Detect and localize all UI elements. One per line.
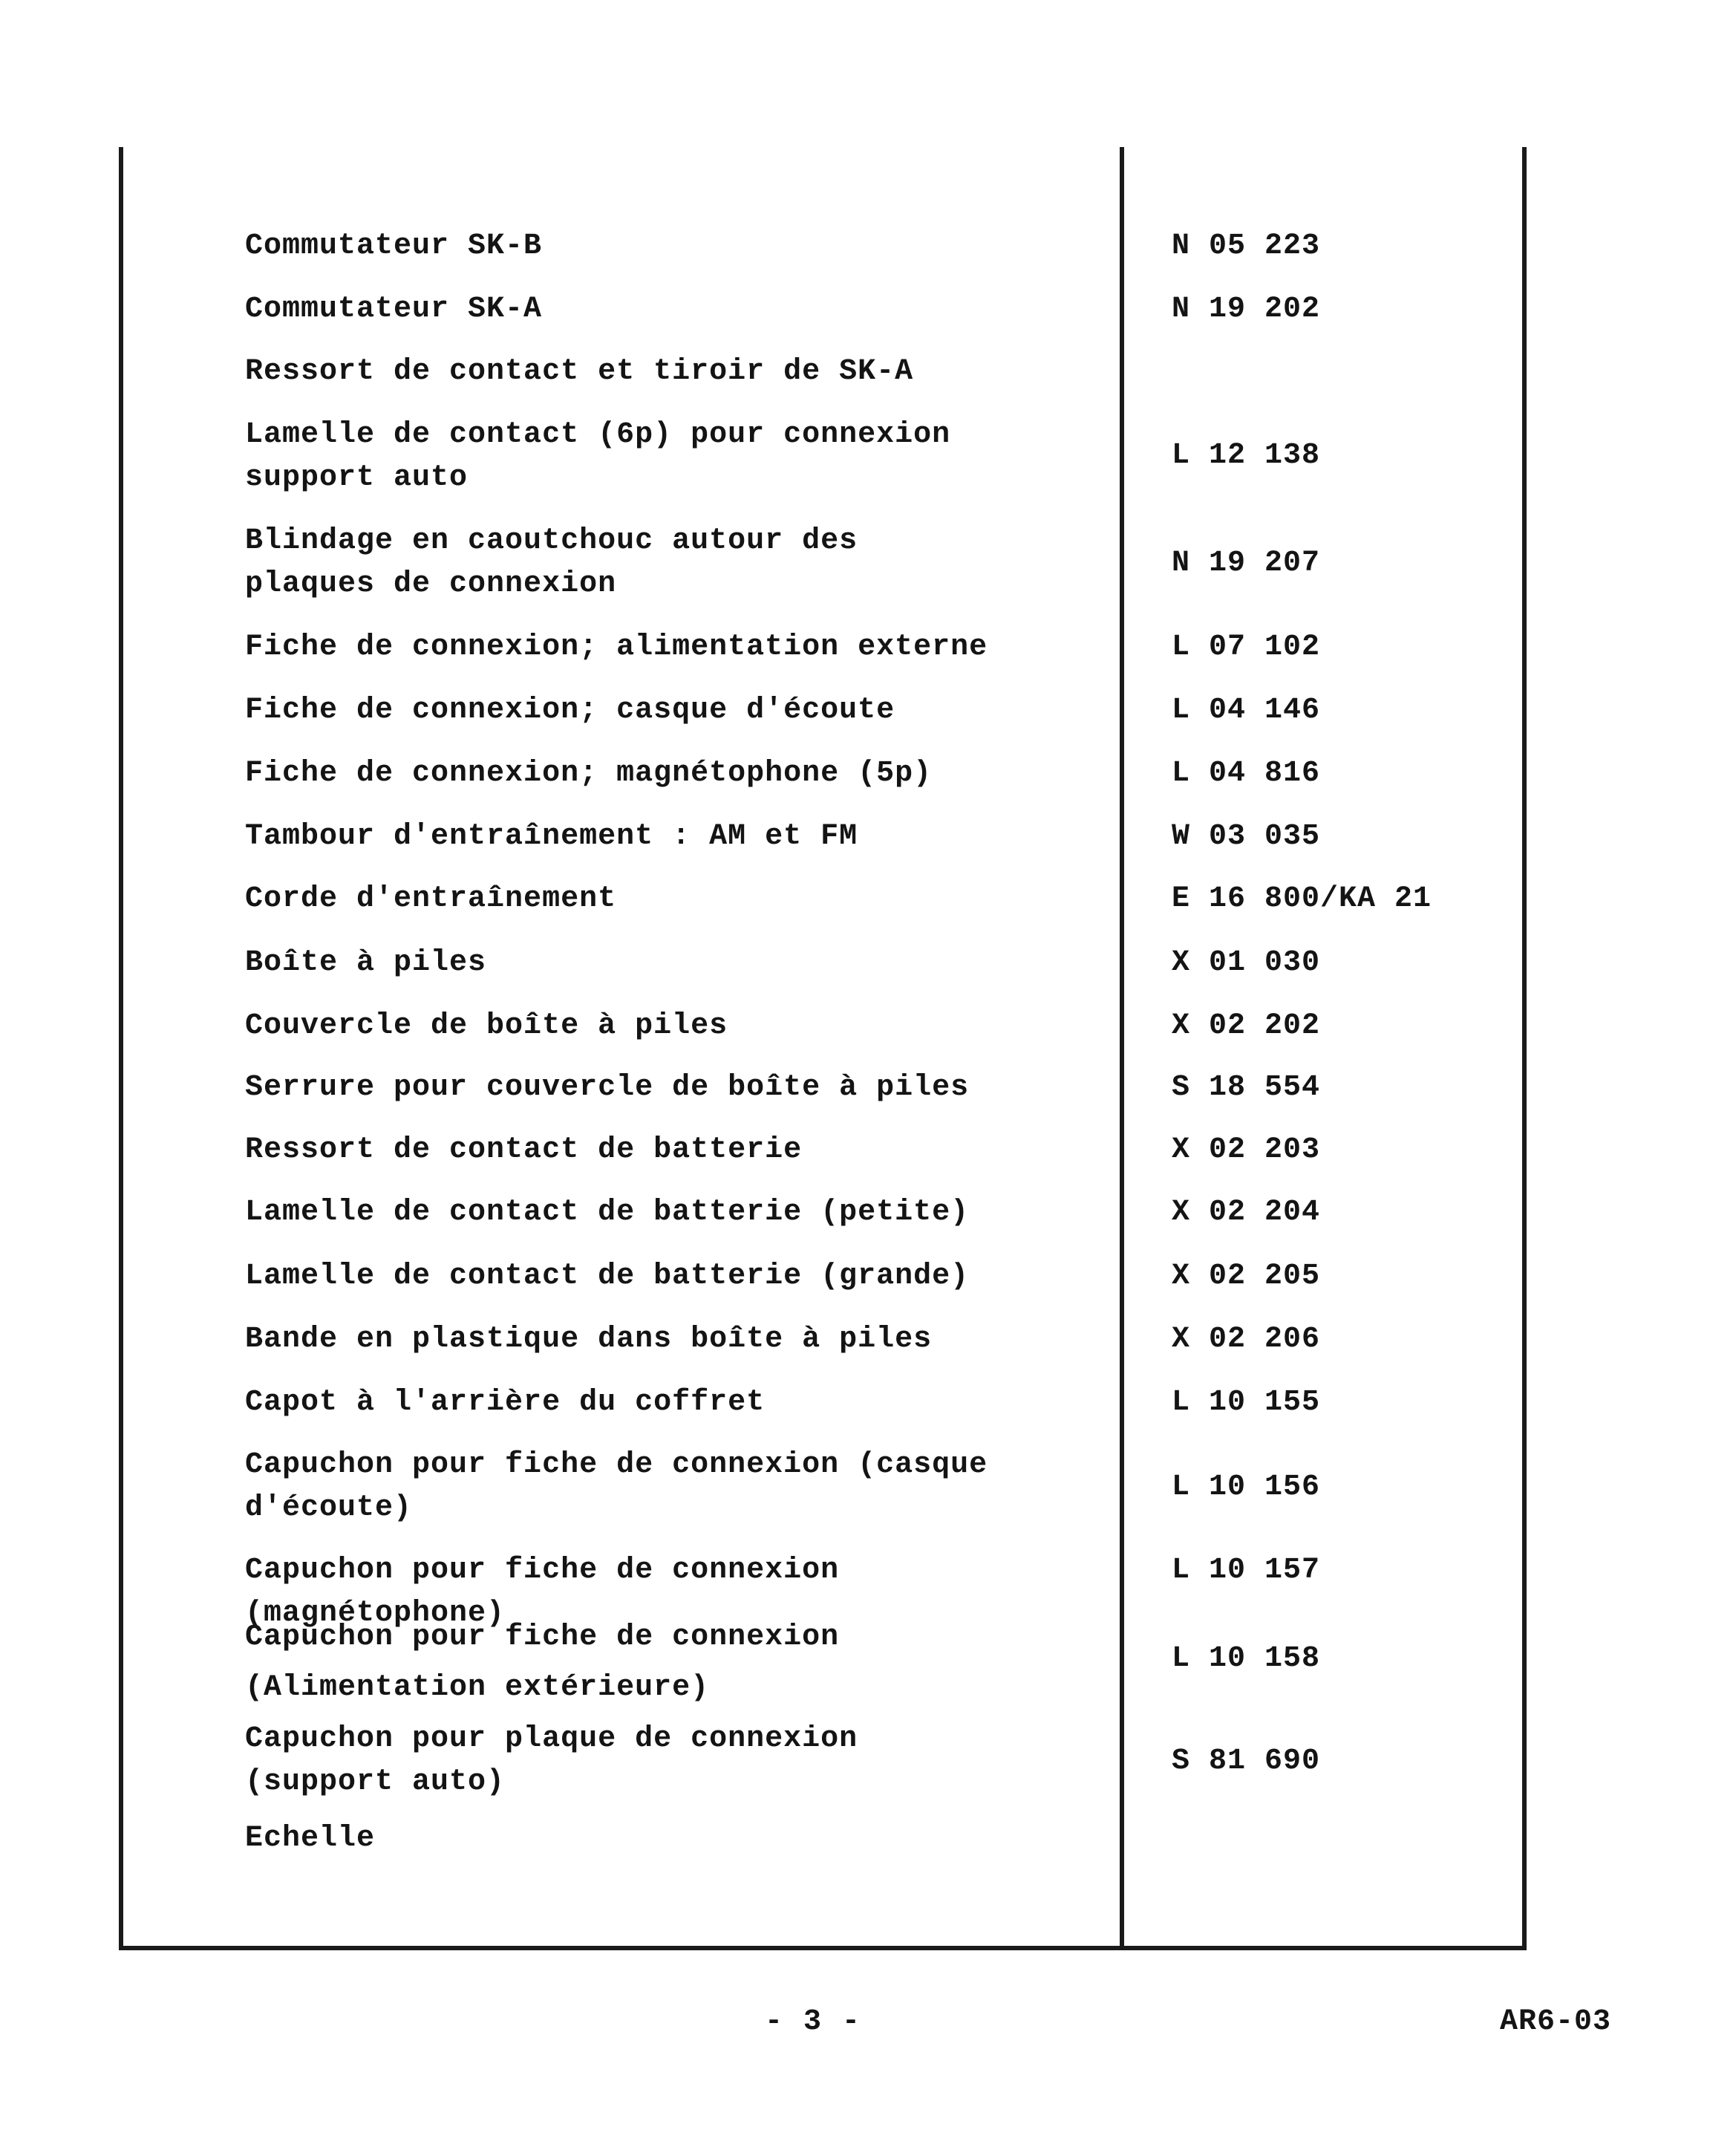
part-description: Capuchon pour fiche de connexion (magnétophone) — [245, 1554, 840, 1630]
part-code: X 02 204 — [1172, 1196, 1321, 1229]
part-code: N 05 223 — [1172, 229, 1321, 263]
document-reference: AR6-03 — [1500, 2005, 1612, 2039]
part-code: L 07 102 — [1172, 631, 1321, 664]
part-description: Tambour d'entraînement : AM et FM — [245, 820, 858, 853]
part-description: Capuchon pour fiche de connexion (Alimentation extérieure) — [245, 1621, 840, 1704]
part-code: L 04 146 — [1172, 694, 1321, 727]
part-code: S 18 554 — [1172, 1071, 1321, 1104]
part-description: Fiche de connexion; alimentation externe — [245, 631, 988, 664]
part-code: X 01 030 — [1172, 946, 1321, 980]
part-code: L 12 138 — [1172, 439, 1321, 472]
part-description: Commutateur SK-A — [245, 293, 543, 326]
part-code: L 10 155 — [1172, 1386, 1321, 1419]
part-code: X 02 203 — [1172, 1133, 1321, 1167]
part-description: Capot à l'arrière du coffret — [245, 1386, 766, 1419]
part-code: W 03 035 — [1172, 820, 1321, 853]
part-description: Commutateur SK-B — [245, 229, 543, 263]
part-code: L 10 158 — [1172, 1642, 1321, 1675]
part-code: E 16 800/KA 21 — [1172, 882, 1432, 916]
part-code: X 02 205 — [1172, 1260, 1321, 1293]
part-description: Corde d'entraînement — [245, 882, 617, 916]
column-divider — [1120, 147, 1124, 1950]
part-description: Fiche de connexion; casque d'écoute — [245, 694, 895, 727]
part-code: N 19 202 — [1172, 293, 1321, 326]
part-description: Lamelle de contact de batterie (grande) — [245, 1260, 970, 1293]
part-description: Fiche de connexion; magnétophone (5p) — [245, 757, 933, 790]
page-number: - 3 - — [765, 2005, 862, 2039]
part-code: S 81 690 — [1172, 1745, 1321, 1778]
part-description: Blindage en caoutchouc autour des plaques de connexion — [245, 524, 858, 601]
part-code: X 02 202 — [1172, 1009, 1321, 1043]
part-description: Echelle — [245, 1822, 376, 1855]
part-description: Ressort de contact et tiroir de SK-A — [245, 355, 914, 388]
part-code: X 02 206 — [1172, 1323, 1321, 1356]
part-description: Serrure pour couvercle de boîte à piles — [245, 1071, 970, 1104]
part-code: N 19 207 — [1172, 547, 1321, 580]
part-description: Ressort de contact de batterie — [245, 1133, 803, 1167]
part-description: Couvercle de boîte à piles — [245, 1009, 728, 1043]
part-description: Lamelle de contact (6p) pour connexion support auto — [245, 418, 951, 495]
part-code: L 04 816 — [1172, 757, 1321, 790]
part-description: Capuchon pour fiche de connexion (casque d'écoute) — [245, 1448, 988, 1525]
part-description: Capuchon pour plaque de connexion (support auto) — [245, 1722, 858, 1799]
part-code: L 10 157 — [1172, 1554, 1321, 1587]
part-code: L 10 156 — [1172, 1471, 1321, 1504]
part-description: Boîte à piles — [245, 946, 487, 980]
part-description: Lamelle de contact de batterie (petite) — [245, 1196, 970, 1229]
part-description: Bande en plastique dans boîte à piles — [245, 1323, 933, 1356]
